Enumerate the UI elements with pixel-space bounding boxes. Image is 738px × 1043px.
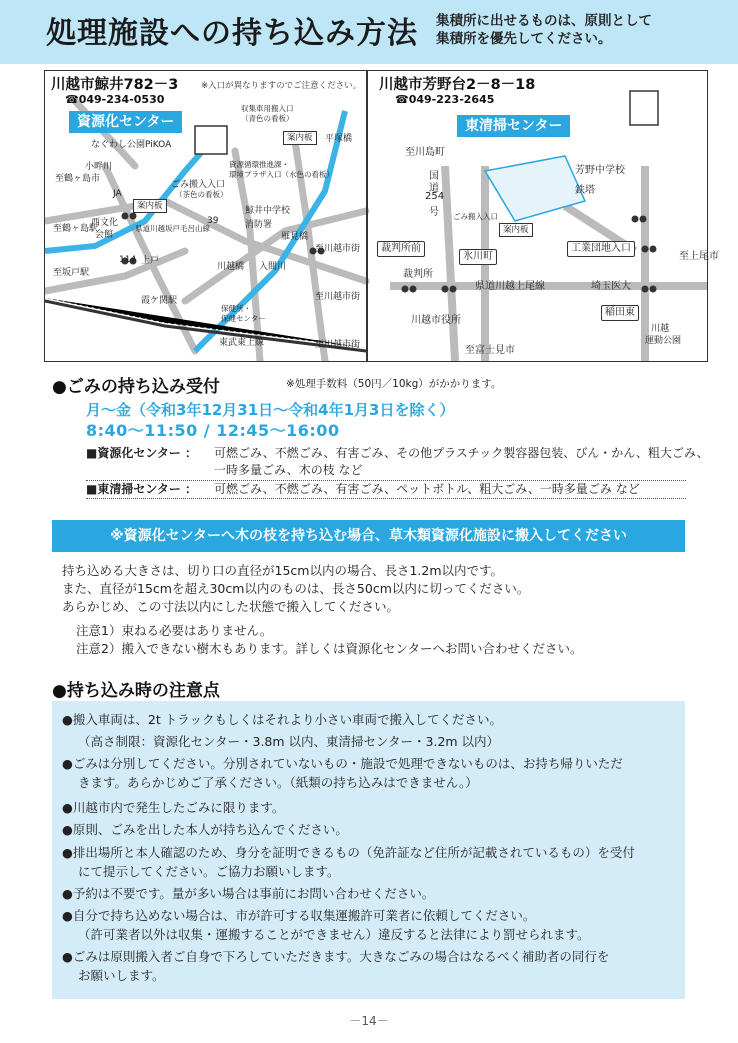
iruma-river: 川越橋: [217, 262, 245, 272]
branches-note: 注意2）搬入できない樹木もあります。詳しくは資源化センターへお問い合わせください。: [76, 641, 583, 656]
courthouse: 裁判所: [403, 269, 433, 280]
waste-entrance-sub: （茶色の看板）: [175, 190, 228, 199]
recycle-entrance-2: 環境プラザ入口（水色の看板）: [229, 170, 334, 179]
right-phone: ☎049-223-2645: [395, 93, 495, 106]
map-divider: [366, 71, 368, 361]
to-sakado-st: 至坂戸駅: [53, 268, 90, 278]
heiwa-bridge: 平塚橋: [325, 134, 353, 144]
header-note-line2: 集積所を優先してください。: [436, 31, 612, 47]
pikoa-park: なぐわし公園PiKOA: [91, 140, 172, 150]
accept-row-text: 可燃ごみ、不燃ごみ、有害ごみ、ペットボトル、粗大ごみ、一時多量ごみ など: [214, 482, 640, 496]
caution-item: お願いします。: [78, 968, 165, 983]
gammi-bridge: 雁見橋: [281, 232, 309, 242]
route-254-d: 号: [429, 207, 439, 218]
caution-item: （高さ制限：資源化センター・3.8m 以内、東清掃センター・3.2m 以内）: [78, 734, 500, 749]
left-entrance-note: ※入口が異なりますのでご注意ください。: [201, 81, 362, 91]
branches-line: また、直径が15cmを超え30cm以内のものは、長さ50cm以内に切ってください。: [62, 581, 530, 596]
kujirai-jhs: 鯨井中学校: [245, 206, 291, 216]
to-kawagoe-3: 至川越市街: [315, 340, 361, 350]
accept-row-resource: [86, 445, 709, 462]
title-banner: [0, 0, 738, 64]
guide-board-1: 案内板: [283, 131, 317, 145]
page-title: 処理施設への持ち込み方法: [46, 16, 418, 51]
east-waste-entrance: ごみ搬入入口: [453, 212, 498, 221]
dotted-divider-2: [86, 498, 686, 499]
ja-label: JA: [113, 189, 122, 199]
saibansho-mae: 裁判所前: [377, 241, 425, 257]
kamito: 上戸: [141, 256, 160, 266]
collection-entrance-label: 収集車用搬入口: [241, 104, 294, 113]
caution-item: きます。あらかじめご了承ください。（紙類の持ち込みはできません。）: [78, 775, 478, 790]
cautions-title: ●持ち込み時の注意点: [52, 681, 220, 701]
city-hall: 川越市役所: [411, 315, 461, 326]
health-center-2: 保健センター: [221, 314, 266, 323]
header-note-line1: 集積所に出せるものは、原則として: [436, 13, 652, 29]
east-center-label: 東清掃センター: [457, 115, 570, 137]
fee-note: ※処理手数料（50円／10kg）がかかります。: [286, 378, 502, 390]
prefectural-road-left: 県道川越坂戸毛呂山線: [135, 224, 210, 233]
koaze-river: 小畔川: [85, 162, 113, 172]
caution-item: ●排出場所と本人確認のため、身分を証明できるもの（免許証など住所が記載されているもの）を受付: [62, 845, 635, 860]
branches-banner: ※資源化センターへ木の枝を持ち込む場合、草木類資源化施設に搬入してください: [52, 520, 685, 552]
hikawa-cho: 氷川町: [459, 249, 497, 265]
waste-entrance: ごみ搬入入口: [171, 180, 226, 190]
branches-line: あらかじめ、この寸法以内にした状態で搬入してください。: [62, 599, 400, 614]
collection-entrance-sub: （青色の看板）: [241, 114, 294, 123]
accept-hours: 8:40～11:50 / 12:45～16:00: [86, 421, 340, 440]
guide-board-2: 案内板: [133, 199, 167, 213]
accept-days: 月～金（令和3年12月31日～令和4年1月3日を除く）: [86, 401, 455, 419]
caution-item: にて提示してください。ご協力お願いします。: [78, 864, 340, 879]
caution-item: ●原則、ごみを出した本人が持ち込んでください。: [62, 822, 348, 837]
acceptance-title: ●ごみの持ち込み受付: [52, 377, 220, 397]
to-tsurugashima-st: 至鶴ヶ島駅: [53, 224, 99, 234]
to-ageo: 至上尾市: [679, 251, 719, 262]
to-fujimi: 至富士見市: [465, 345, 515, 356]
kawagoe-park-2: 運動公園: [645, 336, 682, 346]
route-114: 114: [119, 255, 137, 265]
to-kawagoe-1: 至川越市街: [315, 244, 361, 254]
caution-item: ●ごみは原則搬入者ご自身で下ろしていただきます。大きなごみの場合はなるべく補助者の同行を: [62, 949, 610, 964]
kogyo-danchi: 工業団地入口: [567, 241, 635, 257]
caution-item: ●ごみは分別してください。分別されていないもの・施設で処理できないものは、お持ち帰りいただ: [62, 756, 623, 771]
caution-item: ●川越市内で発生したごみに限ります。: [62, 800, 285, 815]
kawagoe-park: 川越: [651, 324, 670, 334]
fire-station: 消防署: [245, 220, 273, 230]
accept-row-east: [86, 481, 640, 498]
map-panel: [44, 70, 719, 362]
caution-item: ●自分で持ち込めない場合は、市が許可する収集運搬許可業者に依頼してください。: [62, 908, 536, 923]
nishi-bunka: 西文化: [91, 218, 119, 228]
accept-row-resource-cont: 一時多量ごみ、木の枝 など: [214, 463, 363, 477]
kasumigaseki-st: 霞ケ関駅: [141, 296, 178, 306]
steel-tower: 鉄塔: [575, 185, 595, 196]
recycle-entrance: 資源循環推進課・: [229, 160, 289, 169]
branches-line: 持ち込める大きさは、切り口の直径が15cm以内の場合、長さ1.2m以内です。: [62, 563, 504, 578]
route-254-b: 道: [429, 183, 439, 194]
left-phone: ☎049-234-0530: [65, 93, 165, 106]
route-254-a: 国: [429, 171, 439, 182]
to-tsurugashima: 至鶴ヶ島市: [55, 174, 101, 184]
saitama-med: 埼玉医大: [591, 281, 631, 292]
caution-item: ●予約は不要です。量が多い場合は事前にお問い合わせください。: [62, 886, 435, 901]
header-note: [436, 12, 652, 48]
page-number: －14－: [349, 1014, 389, 1028]
accept-row-label: ■東清掃センター ：: [86, 482, 198, 496]
irumagawa: 入間川: [259, 262, 287, 272]
route-39: 39: [207, 216, 219, 226]
to-kawashima: 至川島町: [405, 147, 445, 158]
tobu-tojo-line: 東武東上線: [219, 338, 265, 348]
right-address: 川越市芳野台2－8－18: [379, 77, 536, 93]
nishi-bunka-2: 会館: [95, 230, 114, 240]
caution-item: （許可業者以外は収集・運搬することができません）違反すると法律により罰せられます。: [78, 927, 590, 942]
caution-item: ●搬入車両は、2t トラックもしくはそれより小さい車両で搬入してください。: [62, 712, 502, 727]
route-254-c: 254: [425, 191, 445, 202]
health-center: 保健所・: [221, 304, 251, 313]
accept-row-label: ■資源化センター ：: [86, 446, 198, 460]
yoshino-jhs: 芳野中学校: [575, 165, 625, 176]
resource-center-label: 資源化センター: [69, 111, 182, 133]
inada-higashi: 稲田東: [601, 305, 639, 321]
left-address: 川越市鯨井782－3: [51, 77, 179, 93]
east-guide-board: 案内板: [499, 223, 533, 237]
prefectural-road-right: 県道川越上尾線: [475, 281, 545, 292]
to-kawagoe-2: 至川越市街: [315, 292, 361, 302]
accept-row-text: 可燃ごみ、不燃ごみ、有害ごみ、その他プラスチック製容器包装、びん・かん、粗大ごみ、: [214, 446, 709, 460]
branches-note: 注意1）束ねる必要はありません。: [76, 623, 273, 638]
